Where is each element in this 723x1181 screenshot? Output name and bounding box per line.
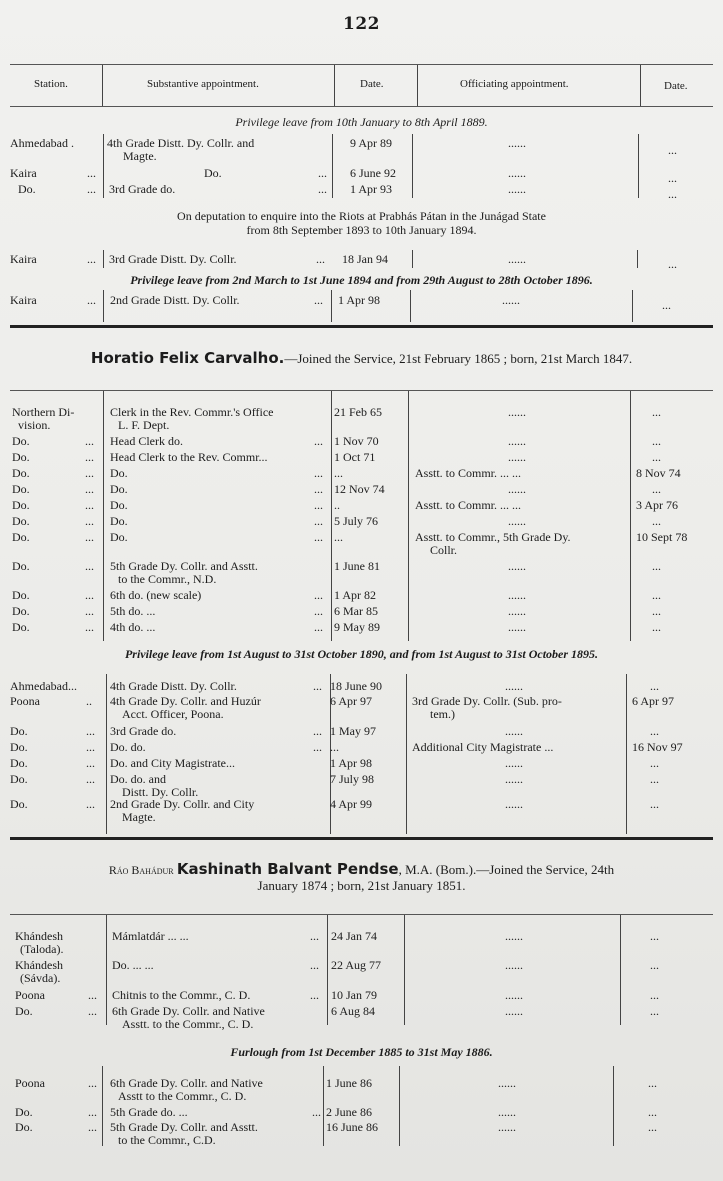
col-divider <box>404 915 405 1025</box>
officiating-appointment: Asstt. to Commr. ... ... <box>415 466 522 480</box>
leader-dots: ... <box>314 514 323 528</box>
officiating-appointment: Collr. <box>430 543 458 557</box>
station: Do. <box>12 434 30 448</box>
substantive-appointment: Do. <box>110 482 128 496</box>
leader-dots: ... <box>88 1076 97 1090</box>
col-divider <box>323 1066 324 1146</box>
date: 1 June 86 <box>326 1076 372 1090</box>
officiating-date: ... <box>650 988 659 1002</box>
officiating-appointment: ...... <box>505 724 523 738</box>
leader-dots: ... <box>318 182 327 196</box>
leader-dots: ... <box>86 797 95 811</box>
date: 24 Jan 74 <box>331 929 377 943</box>
officiating-date: ... <box>652 482 661 496</box>
leader-dots: ... <box>85 450 94 464</box>
leader-dots: ... <box>313 724 322 738</box>
leader-dots: ... <box>85 620 94 634</box>
date: 6 Apr 97 <box>330 694 372 708</box>
leave-note: Privilege leave from 10th January to 8th April 1889. <box>235 115 488 129</box>
station: Poona <box>10 694 40 708</box>
officiating-date: ... <box>668 187 677 201</box>
substantive-appointment: 2nd Grade Distt. Dy. Collr. <box>110 293 240 307</box>
officiating-appointment: ...... <box>505 679 523 693</box>
leader-dots: ... <box>314 482 323 496</box>
date: 1 Nov 70 <box>334 434 379 448</box>
officiating-date: 8 Nov 74 <box>636 466 681 480</box>
officiating-date: ... <box>652 620 661 634</box>
officiating-appointment: ...... <box>508 252 526 266</box>
officiating-appointment: ...... <box>508 588 526 602</box>
date: 1 Apr 98 <box>330 756 372 770</box>
station: Do. <box>10 797 28 811</box>
officiating-date: ... <box>650 679 659 693</box>
leader-dots: ... <box>314 293 323 307</box>
col-divider <box>408 391 409 641</box>
substantive-appointment: Do. do. and <box>110 772 166 786</box>
substantive-appointment: 5th Grade Dy. Collr. and Asstt. <box>110 559 258 573</box>
substantive-appointment: L. F. Dept. <box>118 418 170 432</box>
leader-dots: ... <box>86 724 95 738</box>
officiating-appointment: ...... <box>508 166 526 180</box>
table-top-rule <box>10 914 713 915</box>
leader-dots: ... <box>314 498 323 512</box>
officiating-appointment: 3rd Grade Dy. Collr. (Sub. pro- <box>412 694 562 708</box>
officiating-appointment: tem.) <box>430 707 455 721</box>
officiating-date: ... <box>662 298 671 312</box>
col-divider <box>637 250 638 268</box>
leader-dots: ... <box>316 252 325 266</box>
officiating-appointment: ...... <box>508 136 526 150</box>
col-divider <box>331 290 332 322</box>
officiating-appointment: ...... <box>508 514 526 528</box>
officer-title: Ráo Bahádur <box>108 863 174 877</box>
substantive-appointment: 3rd Grade do. <box>110 724 177 738</box>
station: (Sávda). <box>20 971 61 985</box>
leader-dots: ... <box>88 1120 97 1134</box>
station: Do. <box>12 588 30 602</box>
substantive-appointment: 4th do. ... <box>110 620 156 634</box>
substantive-appointment: Magte. <box>122 810 156 824</box>
date: 1 June 81 <box>334 559 380 573</box>
leader-dots: ... <box>87 166 96 180</box>
officiating-appointment: ...... <box>505 929 523 943</box>
officiating-appointment: ...... <box>505 988 523 1002</box>
officiating-appointment: ...... <box>508 620 526 634</box>
officiating-date: ... <box>652 405 661 419</box>
substantive-appointment: Distt. Dy. Collr. <box>122 785 199 799</box>
leader-dots: ... <box>314 434 323 448</box>
date: 2 June 86 <box>326 1105 372 1119</box>
leader-dots: ... <box>88 1004 97 1018</box>
leader-dots: ... <box>85 482 94 496</box>
officiating-appointment: ...... <box>508 450 526 464</box>
station: Do. <box>12 514 30 528</box>
date: 5 July 76 <box>334 514 379 528</box>
col-divider <box>331 391 332 641</box>
station: Khándesh <box>15 929 63 943</box>
station: Poona <box>15 1076 45 1090</box>
officiating-appointment: ...... <box>502 293 520 307</box>
officiating-date: ... <box>648 1105 657 1119</box>
leader-dots: ... <box>85 514 94 528</box>
col-header-station: Station. <box>34 78 68 90</box>
date: 9 Apr 89 <box>350 136 392 150</box>
date: 22 Aug 77 <box>331 958 382 972</box>
date: .. <box>334 498 340 512</box>
substantive-appointment: Clerk in the Rev. Commr.'s Office <box>110 405 274 419</box>
station: Do. <box>12 498 30 512</box>
col-divider <box>103 250 104 268</box>
substantive-appointment: 4th Grade Distt. Dy. Collr. and <box>107 136 255 150</box>
col-divider <box>620 915 621 1025</box>
leave-note: Furlough from 1st December 1885 to 31st May 1886. <box>230 1045 493 1059</box>
station: Khándesh <box>15 958 63 972</box>
leader-dots: ... <box>85 434 94 448</box>
col-divider <box>412 250 413 268</box>
station: Ahmedabad . <box>10 136 74 150</box>
leader-dots: ... <box>314 530 323 544</box>
substantive-appointment: Do. <box>204 166 222 180</box>
station: Kaira <box>10 293 37 307</box>
station: Ahmedabad... <box>10 679 77 693</box>
officiating-date: ... <box>650 1004 659 1018</box>
date: 1 Apr 98 <box>338 293 380 307</box>
leader-dots: ... <box>313 740 322 754</box>
station: Do. <box>10 740 28 754</box>
date: 18 Jan 94 <box>342 252 388 266</box>
date: 6 Mar 85 <box>334 604 378 618</box>
officiating-date: ... <box>652 450 661 464</box>
officiating-date: ... <box>668 143 677 157</box>
leader-dots: ... <box>86 756 95 770</box>
date: 1 Oct 71 <box>334 450 376 464</box>
officiating-date: ... <box>650 929 659 943</box>
leader-dots: ... <box>86 740 95 754</box>
substantive-appointment: Do. <box>110 514 128 528</box>
date: 1 Apr 82 <box>334 588 376 602</box>
station: Northern Di- <box>12 405 75 419</box>
officiating-date: ... <box>650 724 659 738</box>
station: Kaira <box>10 166 37 180</box>
officiating-date: ... <box>652 559 661 573</box>
date: ... <box>334 530 343 544</box>
officiating-date: ... <box>648 1076 657 1090</box>
station: Do. <box>12 530 30 544</box>
col-divider <box>640 65 641 106</box>
station: Do. <box>10 724 28 738</box>
leader-dots: ... <box>88 988 97 1002</box>
substantive-appointment: Do. <box>110 466 128 480</box>
leader-dots: ... <box>87 252 96 266</box>
col-divider <box>106 674 107 834</box>
officiating-appointment: Asstt. to Commr. ... ... <box>415 498 522 512</box>
leader-dots: ... <box>87 182 96 196</box>
officiating-appointment: ...... <box>508 482 526 496</box>
leader-dots: ... <box>85 604 94 618</box>
officiating-appointment: Asstt. to Commr., 5th Grade Dy. <box>415 530 571 544</box>
station: (Taloda). <box>20 942 64 956</box>
col-divider <box>613 1066 614 1146</box>
leader-dots: ... <box>314 466 323 480</box>
col-divider <box>327 915 328 1025</box>
date: 6 Aug 84 <box>331 1004 376 1018</box>
col-header-date-2: Date. <box>664 80 688 92</box>
col-divider <box>399 1066 400 1146</box>
officiating-appointment: ...... <box>505 958 523 972</box>
col-divider <box>103 290 104 322</box>
officiating-date: ... <box>652 604 661 618</box>
col-divider <box>626 674 627 834</box>
col-divider <box>332 134 333 198</box>
substantive-appointment: 6th do. (new scale) <box>110 588 202 602</box>
col-divider <box>334 65 335 106</box>
officiating-date: ... <box>650 772 659 786</box>
station: Do. <box>10 756 28 770</box>
station: Do. <box>15 1105 33 1119</box>
substantive-appointment: 4th Grade Dy. Collr. and Huzúr <box>110 694 261 708</box>
officiating-date: ... <box>648 1120 657 1134</box>
substantive-appointment: 5th Grade do. ... <box>110 1105 188 1119</box>
officer-name: Kashinath Balvant Pendse <box>176 860 399 878</box>
officiating-appointment: ...... <box>508 405 526 419</box>
substantive-appointment: 6th Grade Dy. Collr. and Native <box>110 1076 263 1090</box>
leader-dots: ... <box>88 1105 97 1119</box>
substantive-appointment: 3rd Grade do. <box>109 182 176 196</box>
officer-heading <box>0 351 723 366</box>
station: Kaira <box>10 252 37 266</box>
leader-dots: ... <box>318 166 327 180</box>
header-top-rule <box>10 64 713 65</box>
date: ... <box>330 740 339 754</box>
substantive-appointment: 4th Grade Distt. Dy. Collr. <box>110 679 237 693</box>
officiating-date: ... <box>650 756 659 770</box>
leader-dots: ... <box>85 498 94 512</box>
col-divider <box>412 134 413 198</box>
officiating-date: 10 Sept 78 <box>636 530 688 544</box>
date: 12 Nov 74 <box>334 482 385 496</box>
station: Do. <box>12 620 30 634</box>
date: 10 Jan 79 <box>331 988 377 1002</box>
officer-heading <box>0 862 723 878</box>
officer-bio: , M.A. (Bom.).—Joined the Service, 24th <box>398 862 615 877</box>
officiating-appointment: ...... <box>508 559 526 573</box>
date: 7 July 98 <box>330 772 375 786</box>
col-divider <box>103 391 104 641</box>
leader-dots: ... <box>314 588 323 602</box>
col-divider <box>630 391 631 641</box>
substantive-appointment: 5th Grade Dy. Collr. and Asstt. <box>110 1120 258 1134</box>
officiating-date: 16 Nov 97 <box>632 740 683 754</box>
station: Do. <box>12 559 30 573</box>
leader-dots: .. <box>86 694 92 708</box>
substantive-appointment: Mámlatdár ... ... <box>112 929 189 943</box>
col-divider <box>106 915 107 1025</box>
leader-dots: ... <box>85 530 94 544</box>
date: 21 Feb 65 <box>334 405 382 419</box>
station: Do. <box>12 466 30 480</box>
leader-dots: ... <box>85 466 94 480</box>
substantive-appointment: Head Clerk do. <box>110 434 183 448</box>
leader-dots: ... <box>314 620 323 634</box>
col-divider <box>103 134 104 198</box>
table-top-rule <box>10 390 713 391</box>
col-divider <box>417 65 418 106</box>
substantive-appointment: 6th Grade Dy. Collr. and Native <box>112 1004 265 1018</box>
substantive-appointment: Head Clerk to the Rev. Commr... <box>110 450 268 464</box>
col-divider <box>632 290 633 322</box>
leader-dots: ... <box>310 988 319 1002</box>
officiating-appointment: ...... <box>508 604 526 618</box>
officiating-appointment: ...... <box>505 756 523 770</box>
substantive-appointment: to the Commr., C.D. <box>118 1133 216 1147</box>
col-divider <box>406 674 407 834</box>
officiating-appointment: ...... <box>498 1076 516 1090</box>
station: Do. <box>15 1004 33 1018</box>
officiating-date: ... <box>650 958 659 972</box>
officiating-date: 3 Apr 76 <box>636 498 678 512</box>
officiating-date: ... <box>668 257 677 271</box>
leader-dots: ... <box>313 679 322 693</box>
officiating-appointment: ...... <box>508 434 526 448</box>
officiating-appointment: ...... <box>505 772 523 786</box>
col-divider <box>638 134 639 198</box>
substantive-appointment: 3rd Grade Distt. Dy. Collr. <box>109 252 237 266</box>
leader-dots: ... <box>85 559 94 573</box>
section-separator <box>10 837 713 840</box>
substantive-appointment: Do. do. <box>110 740 146 754</box>
col-header-date: Date. <box>360 78 384 90</box>
station: Do. <box>12 450 30 464</box>
officiating-date: ... <box>650 797 659 811</box>
substantive-appointment: Chitnis to the Commr., C. D. <box>112 988 251 1002</box>
officiating-appointment: ...... <box>505 1004 523 1018</box>
leader-dots: ... <box>310 958 319 972</box>
station: Do. <box>18 182 36 196</box>
leave-note: Privilege leave from 1st August to 31st October 1890, and from 1st August to 31st October 1895. <box>124 647 599 661</box>
deputation-note: On deputation to enquire into the Riots at Prabhás Pátan in the Junágad State <box>177 209 546 223</box>
officiating-appointment: ...... <box>498 1105 516 1119</box>
date: 16 June 86 <box>326 1120 378 1134</box>
col-divider <box>102 65 103 106</box>
page-number: 122 <box>343 14 380 34</box>
date: ... <box>334 466 343 480</box>
substantive-appointment: Asstt. to the Commr., C. D. <box>122 1017 254 1031</box>
col-header-substantive: Substantive appointment. <box>147 78 259 90</box>
col-divider <box>410 290 411 322</box>
officiating-appointment: ...... <box>505 797 523 811</box>
date: 4 Apr 99 <box>330 797 372 811</box>
station: Poona <box>15 988 45 1002</box>
header-bottom-rule <box>10 106 713 107</box>
substantive-appointment: 2nd Grade Dy. Collr. and City <box>110 797 255 811</box>
col-header-officiating: Officiating appointment. <box>460 78 569 90</box>
col-divider <box>102 1066 103 1146</box>
substantive-appointment: to the Commr., N.D. <box>118 572 217 586</box>
officer-bio: —Joined the Service, 21st February 1865 ; born, 21st March 1847. <box>284 351 633 366</box>
deputation-note: from 8th September 1893 to 10th January 1894. <box>246 223 477 237</box>
substantive-appointment: Acct. Officer, Poona. <box>122 707 224 721</box>
leader-dots: ... <box>87 293 96 307</box>
date: 1 May 97 <box>330 724 376 738</box>
leader-dots: ... <box>312 1105 321 1119</box>
date: 18 June 90 <box>330 679 382 693</box>
officiating-appointment: ...... <box>498 1120 516 1134</box>
officiating-appointment: ...... <box>508 182 526 196</box>
station: vision. <box>18 418 51 432</box>
leader-dots: ... <box>86 772 95 786</box>
officiating-date: ... <box>652 514 661 528</box>
officer-bio-line2: January 1874 ; born, 21st January 1851. <box>257 878 466 893</box>
substantive-appointment: Do. and City Magistrate... <box>110 756 235 770</box>
section-separator <box>10 325 713 328</box>
officiating-date: ... <box>652 588 661 602</box>
substantive-appointment: Magte. <box>123 149 157 163</box>
substantive-appointment: 5th do. ... <box>110 604 156 618</box>
leader-dots: ... <box>85 588 94 602</box>
leave-note: Privilege leave from 2nd March to 1st June 1894 and from 29th August to 28th October 1896. <box>130 273 593 287</box>
leader-dots: ... <box>314 604 323 618</box>
officiating-date: ... <box>668 171 677 185</box>
station: Do. <box>10 772 28 786</box>
station: Do. <box>12 482 30 496</box>
date: 1 Apr 93 <box>350 182 392 196</box>
substantive-appointment: Do. <box>110 530 128 544</box>
officiating-appointment: Additional City Magistrate ... <box>412 740 554 754</box>
leader-dots: ... <box>310 929 319 943</box>
station: Do. <box>12 604 30 618</box>
substantive-appointment: Do. ... ... <box>112 958 154 972</box>
station: Do. <box>15 1120 33 1134</box>
date: 6 June 92 <box>350 166 396 180</box>
officiating-date: 6 Apr 97 <box>632 694 674 708</box>
substantive-appointment: Do. <box>110 498 128 512</box>
date: 9 May 89 <box>334 620 380 634</box>
substantive-appointment: Asstt to the Commr., C. D. <box>118 1089 247 1103</box>
officer-name: Horatio Felix Carvalho. <box>90 349 285 367</box>
officiating-date: ... <box>652 434 661 448</box>
